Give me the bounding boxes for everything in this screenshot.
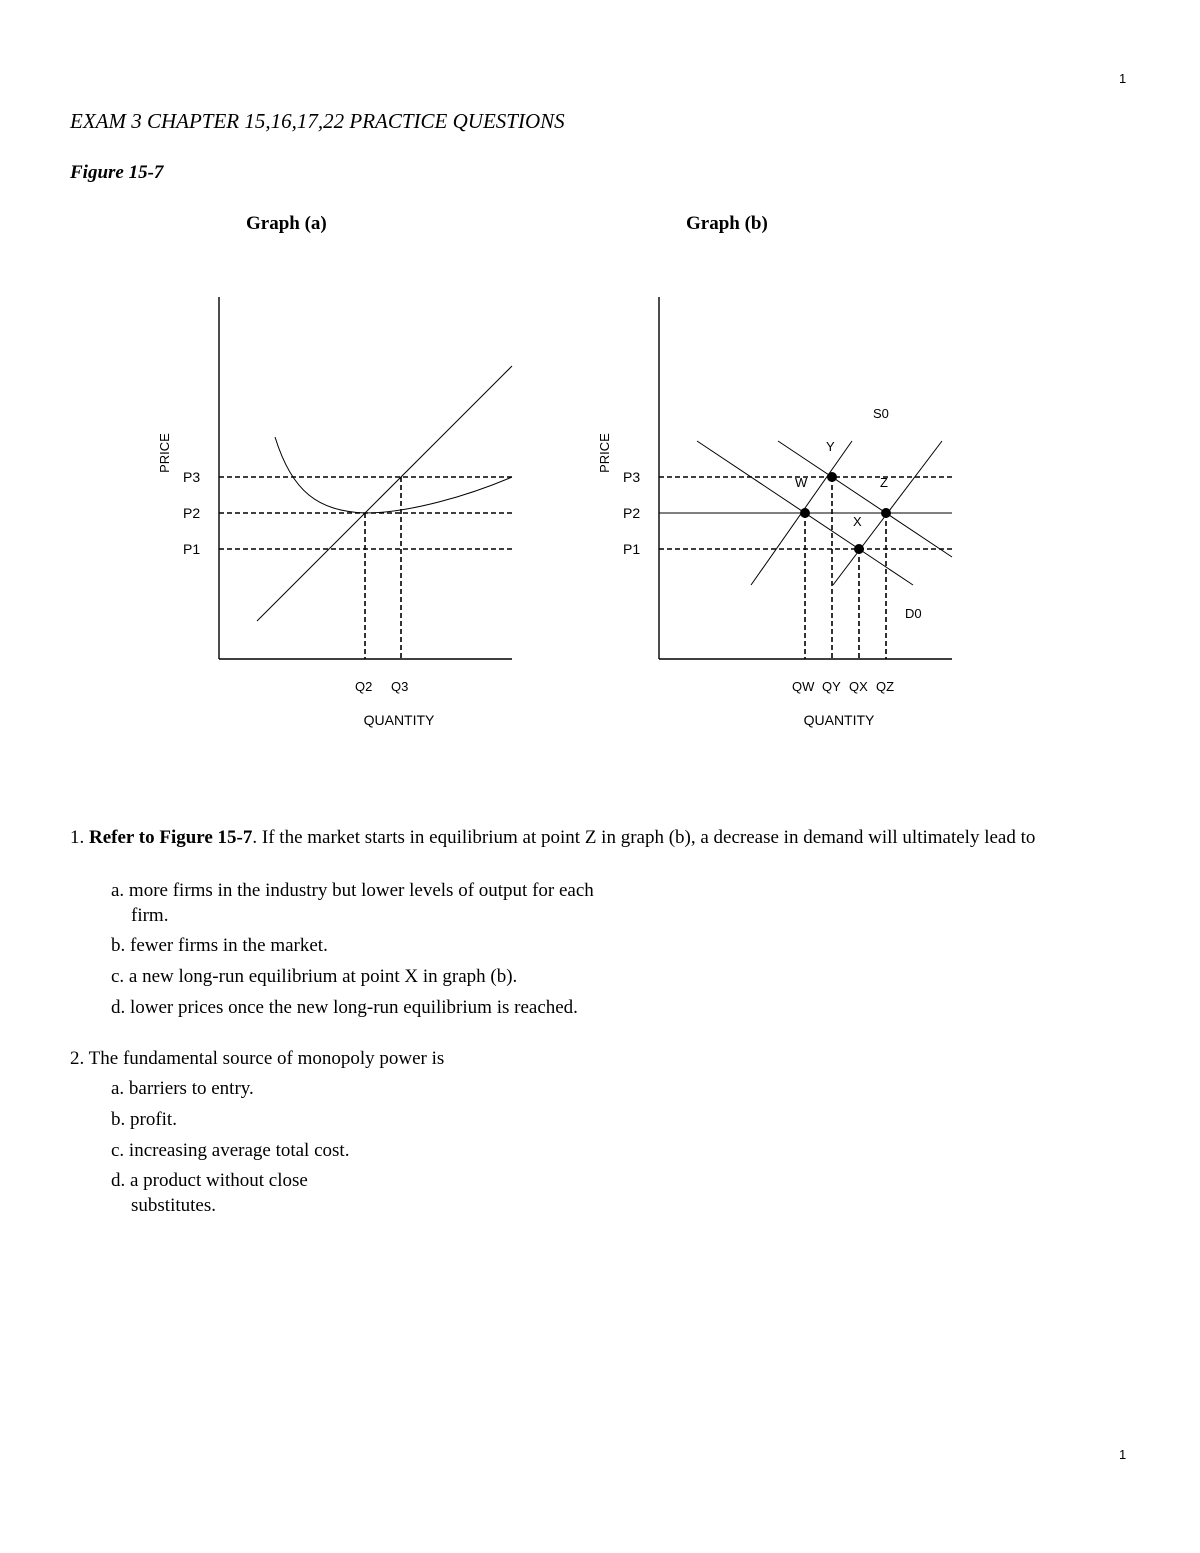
question-2-option-c: c. increasing average total cost. (111, 1140, 350, 1161)
question-1-bold-lead: Refer to Figure 15-7 (89, 827, 253, 848)
graph-b-p2-label: P2 (623, 505, 641, 521)
question-2-number: 2. (70, 1048, 85, 1069)
graph-b-qx-label: QX (849, 679, 868, 694)
graph-b-qz-label: QZ (876, 679, 895, 694)
question-2 (70, 1047, 1120, 1071)
graph-b (597, 297, 952, 728)
page-number-top: 1 (1119, 71, 1127, 86)
graph-b-demand-curve-2 (778, 441, 952, 557)
point-x-label: X (853, 514, 862, 529)
point-w-label: W (795, 475, 808, 490)
question-1-option-d: d. lower prices once the new long-run equilibrium is reached. (111, 997, 578, 1018)
graph-b-title: Graph (b) (686, 213, 768, 234)
graph-a-q3-label: Q3 (391, 679, 409, 694)
question-2-option-a: a. barriers to entry. (111, 1078, 254, 1099)
graph-a-p1-label: P1 (183, 541, 201, 557)
graph-a-quantity-label: QUANTITY (363, 712, 435, 728)
question-2-option-d: d. a product without close (111, 1170, 308, 1191)
question-1-option-a: a. more firms in the industry but lower levels of output for each (111, 880, 594, 901)
question-2-option-b: b. profit. (111, 1109, 177, 1130)
graph-b-price-label: PRICE (597, 433, 612, 473)
graph-b-p1-label: P1 (623, 541, 641, 557)
figure-label: Figure 15-7 (70, 162, 164, 183)
figure-15-7 (0, 0, 1200, 760)
point-x (854, 544, 864, 554)
graph-a-p3-label: P3 (183, 469, 201, 485)
graph-a-q2-label: Q2 (355, 679, 373, 694)
question-1-stem: . If the market starts in equilibrium at point Z in graph (b), a decrease in demand will ultimately lead to (252, 827, 1036, 848)
graph-b-p3-label: P3 (623, 469, 641, 485)
graph-a-p2-label: P2 (183, 505, 201, 521)
graph-b-qy-label: QY (822, 679, 841, 694)
question-1-option-a-cont: firm. (131, 905, 169, 926)
graph-b-qw-label: QW (792, 679, 815, 694)
demand-label: D0 (905, 606, 922, 621)
question-2-stem: The fundamental source of monopoly power is (88, 1048, 445, 1069)
point-z-label: Z (880, 475, 888, 490)
question-2-option-d-cont: substitutes. (131, 1195, 216, 1216)
supply-label: S0 (873, 406, 889, 421)
exam-title: EXAM 3 CHAPTER 15,16,17,22 PRACTICE QUESTIONS (70, 109, 565, 133)
question-1-option-b: b. fewer firms in the market. (111, 935, 328, 956)
question-1-option-c: c. a new long-run equilibrium at point X in graph (b). (111, 966, 518, 987)
page-number-bottom: 1 (1119, 1447, 1127, 1462)
point-z (881, 508, 891, 518)
point-y (827, 472, 837, 482)
point-y-label: Y (826, 439, 835, 454)
graph-a-mc-curve (257, 366, 512, 621)
graph-b-quantity-label: QUANTITY (803, 712, 875, 728)
graph-a (157, 297, 512, 728)
point-w (800, 508, 810, 518)
graph-a-price-label: PRICE (157, 433, 172, 473)
graph-a-atc-curve (275, 437, 512, 513)
question-1 (70, 826, 1120, 850)
question-1-number: 1. (70, 827, 85, 848)
graph-a-title: Graph (a) (246, 213, 327, 234)
